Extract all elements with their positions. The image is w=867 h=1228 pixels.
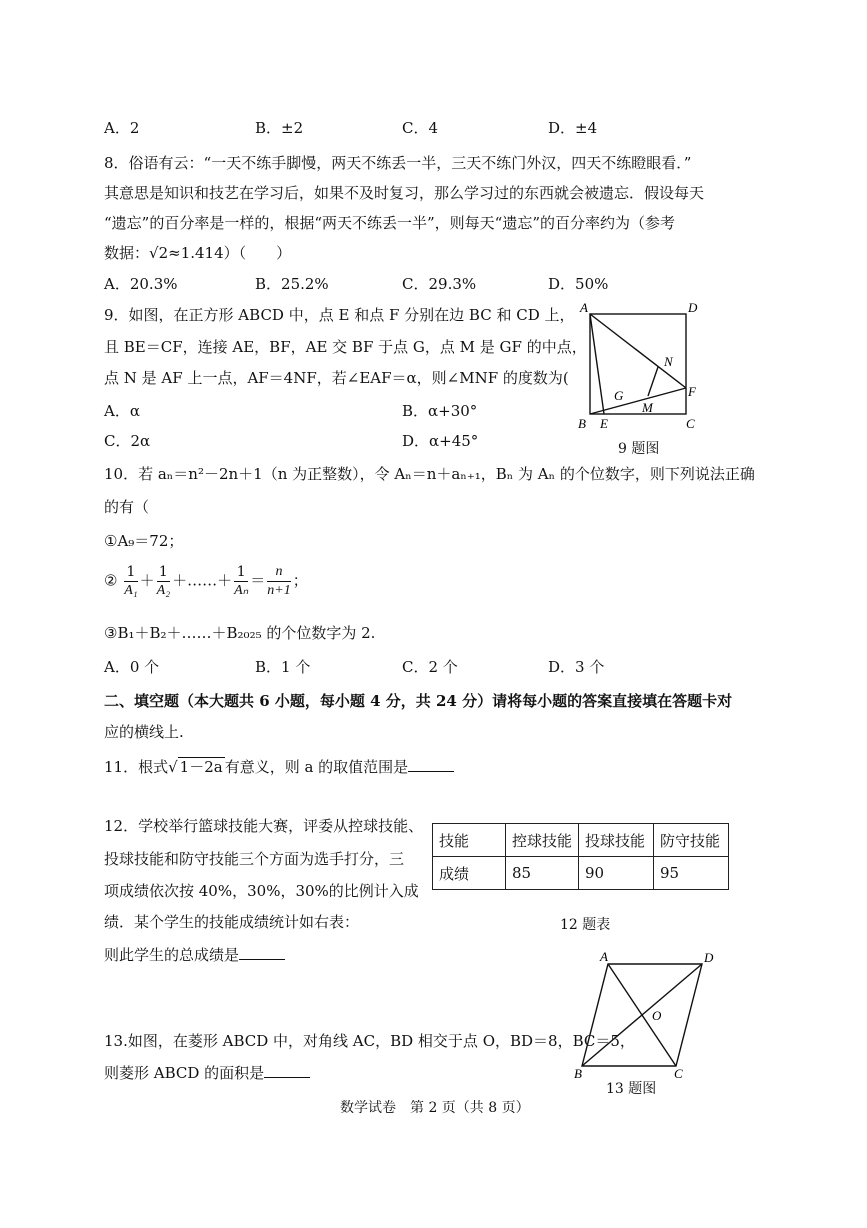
q9-option-c: C．2α [104, 432, 151, 450]
q10-item-2-prefix: ② [104, 571, 118, 590]
q7-option-c: C．4 [402, 119, 439, 137]
label-a: A [580, 300, 588, 315]
q10-option-d: D．3 个 [548, 658, 605, 676]
q12-line-4: 绩．某个学生的技能成绩统计如右表： [104, 913, 360, 931]
q12-line-1: 12．学校举行篮球技能大赛，评委从控球技能、 [104, 817, 424, 835]
fraction-1-num: 1 [124, 563, 137, 582]
fraction-3 [234, 563, 248, 600]
q10-item-2: ② $\frac{1}{\text{A₁}}$ ＋ $\frac{1}{\text{A₂}}$ ＋……＋ $\frac{1}{\text{Aₙ}}$ ＝ $\frac{n}{n+1}$ ； [104, 564, 308, 598]
q7-option-b: B．±2 [255, 119, 304, 137]
q10-option-a: A．0 个 [104, 658, 160, 676]
q8-line-2: 其意思是知识和技艺在学习后，如果不及时复习，那么学习过的东西就会被遗忘．假设每天 [104, 184, 705, 202]
fraction-3-num: 1 [234, 563, 248, 582]
table-cell: 85 [506, 857, 579, 890]
q10-option-c: C．2 个 [402, 658, 458, 676]
q10-item-3: ③B₁＋B₂＋……＋B₂₀₂₅ 的个位数字为 2. [104, 624, 376, 642]
q9-line-1: 9．如图，在正方形 ABCD 中，点 E 和点 F 分别在边 BC 和 CD 上， [104, 306, 575, 324]
q11: 11．根式√ 1－2a 有意义，则 a 的取值范围是 [104, 756, 454, 777]
q9-option-d: D．α+45° [402, 432, 479, 450]
fraction-2-num: 1 [157, 563, 170, 582]
q9-figure [570, 298, 720, 438]
q12-line-5-text: 则此学生的总成绩是 [104, 946, 240, 964]
q7-option-d: D．±4 [548, 119, 598, 137]
fraction-2-den: A₂ [156, 583, 171, 598]
q12-score-table [432, 823, 729, 890]
label-d: D [704, 950, 714, 965]
fraction-1 [124, 563, 137, 600]
segment-bf [590, 388, 686, 414]
fraction-1-den: A₁ [124, 583, 138, 598]
table-cell: 90 [579, 857, 654, 890]
table-header-cell: 控球技能 [506, 824, 579, 857]
q8-line-4 [104, 242, 291, 263]
q9-line-2: 且 BE＝CF，连接 AE，BF，AE 交 BF 于点 G，点 M 是 GF 的中点， [104, 338, 587, 356]
label-b: B [578, 416, 586, 431]
label-e: E [600, 416, 608, 431]
q11-answer-blank[interactable] [408, 757, 454, 772]
q12-caption: 12 题表 [560, 917, 611, 933]
q10-option-b: B．1 个 [255, 658, 311, 676]
q12-line-5 [104, 944, 285, 965]
table-cell: 成绩 [433, 857, 506, 890]
section-2-line-2: 应的横线上. [104, 723, 184, 741]
label-f: F [688, 384, 696, 399]
label-a: A [600, 949, 608, 964]
page-footer: 数学试卷 第 2 页（共 8 页） [340, 1100, 530, 1116]
q8-option-b: B．25.2% [255, 275, 329, 293]
table-header-cell: 投球技能 [579, 824, 654, 857]
q13-figure [570, 948, 720, 1080]
q10-line-1: 10．若 aₙ＝n²－2n＋1（n 为正整数），令 Aₙ＝n＋aₙ₊₁，Bₙ 为 Aₙ 的个位数字，则下列说法正确 [104, 465, 755, 483]
segment-ae [590, 314, 604, 414]
label-c: C [674, 1066, 683, 1080]
label-c: C [686, 416, 695, 431]
fraction-3-den: Aₙ [234, 583, 249, 598]
table-row [433, 857, 729, 890]
fraction-4-den: n+1 [267, 583, 291, 598]
q13-answer-blank[interactable] [264, 1063, 310, 1078]
q8-line-3: “遗忘”的百分率是一样的，根据“两天不练丢一半”，则每天“遗忘”的百分率约为（参考 [104, 214, 676, 232]
q9-line-3: 点 N 是 AF 上一点，AF＝4NF，若∠EAF＝α，则∠MNF 的度数为( [104, 369, 569, 387]
diagonal-bd [582, 964, 702, 1066]
q12-line-2: 投球技能和防守技能三个方面为选手打分，三 [104, 850, 405, 868]
q11-post: 有意义，则 a 的取值范围是 [224, 758, 409, 776]
q8-line-4-post: ≈1.414）（ ） [168, 244, 292, 262]
section-2-heading: 二、填空题（本大题共 6 小题，每小题 4 分，共 24 分）请将每小题的答案直接填在答题卡对 [104, 692, 733, 710]
fraction-4 [267, 563, 290, 600]
label-o: O [652, 1008, 662, 1023]
q8-line-4-pre: 数据： [104, 244, 150, 262]
q10-line-2: 的有（ [104, 498, 150, 516]
table-cell: 95 [654, 857, 729, 890]
label-d: D [688, 300, 698, 315]
q8-line-1: 8．俗语有云：“一天不练手脚慢，两天不练丢一半，三天不练门外汉，四天不练瞪眼看．” [104, 154, 692, 172]
q8-option-a: A．20.3% [104, 275, 178, 293]
segment-nm [648, 367, 658, 396]
q11-pre: 11．根式 [104, 758, 169, 776]
q11-radicand: 1－2a [179, 758, 223, 776]
label-m: M [642, 400, 653, 415]
fraction-2 [157, 563, 170, 600]
table-header-row [433, 824, 729, 857]
q9-option-a: A．α [104, 402, 140, 420]
q13-line-2-text: 则菱形 ABCD 的面积是 [104, 1064, 265, 1082]
fraction-4-num: n [267, 563, 290, 582]
q8-option-d: D．50% [548, 275, 609, 293]
segment-af [590, 314, 686, 388]
q8-option-c: C．29.3% [402, 275, 477, 293]
q13-line-2 [104, 1062, 310, 1083]
q12-line-3: 项成绩依次按 40%，30%，30%的比例计入成 [104, 882, 419, 900]
label-g: G [614, 388, 624, 403]
q12-answer-blank[interactable] [239, 945, 285, 960]
q10-item-2-mid: ＋……＋ [172, 571, 233, 590]
q13-caption: 13 题图 [606, 1081, 657, 1097]
q13-line-1: 13.如图，在菱形 ABCD 中，对角线 AC，BD 相交于点 O，BD＝8，BC＝5， [104, 1032, 635, 1050]
table-header-cell: 防守技能 [654, 824, 729, 857]
q9-caption: 9 题图 [618, 441, 660, 457]
table-header-cell: 技能 [433, 824, 506, 857]
q10-item-1: ①A₉＝72； [104, 532, 184, 550]
label-b: B [574, 1066, 582, 1080]
q7-option-a: A．2 [104, 119, 140, 137]
label-n: N [664, 354, 673, 369]
q8-sqrt: √2 [149, 244, 169, 262]
q9-option-b: B．α+30° [402, 402, 478, 420]
